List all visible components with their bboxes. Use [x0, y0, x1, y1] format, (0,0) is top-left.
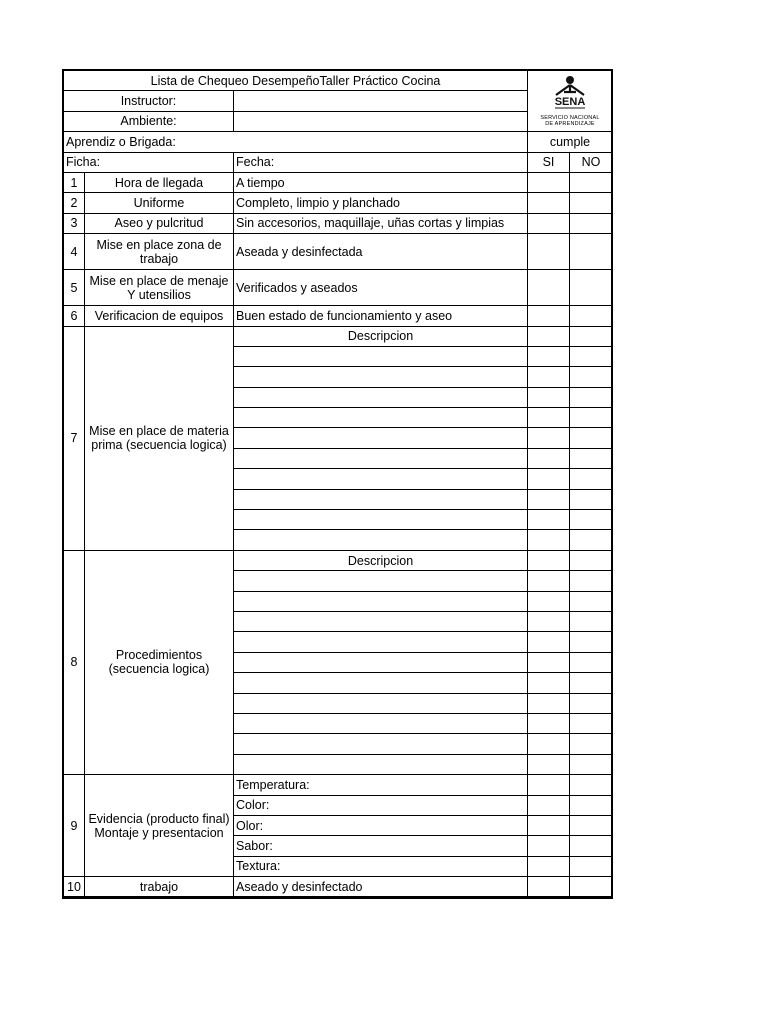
- si-checkbox[interactable]: [528, 734, 570, 754]
- descripcion-line[interactable]: [234, 673, 528, 693]
- no-checkbox[interactable]: [570, 775, 613, 795]
- no-checkbox[interactable]: [570, 591, 613, 611]
- no-checkbox[interactable]: [570, 673, 613, 693]
- si-checkbox[interactable]: [528, 591, 570, 611]
- si-checkbox[interactable]: [528, 193, 570, 213]
- item-number: 6: [64, 306, 85, 326]
- item-label: trabajo: [85, 877, 234, 897]
- item-label: Hora de llegada: [85, 172, 234, 192]
- item-label-line: prima (secuencia logica): [91, 438, 227, 453]
- si-checkbox[interactable]: [528, 713, 570, 733]
- item-criterion: A tiempo: [234, 172, 528, 192]
- si-checkbox[interactable]: [528, 234, 570, 270]
- si-checkbox[interactable]: [528, 754, 570, 774]
- no-checkbox[interactable]: [570, 836, 613, 856]
- descripcion-line[interactable]: [234, 571, 528, 591]
- descripcion-line[interactable]: [234, 408, 528, 428]
- evidence-field: Olor:: [234, 815, 528, 835]
- descripcion-line[interactable]: [234, 632, 528, 652]
- si-checkbox[interactable]: [528, 652, 570, 672]
- si-checkbox[interactable]: [528, 571, 570, 591]
- descripcion-header: Descripcion: [234, 550, 528, 570]
- descripcion-line[interactable]: [234, 652, 528, 672]
- no-checkbox[interactable]: [570, 326, 613, 346]
- descripcion-line[interactable]: [234, 346, 528, 366]
- item-label: Aseo y pulcritud: [85, 213, 234, 233]
- si-header: SI: [528, 152, 570, 172]
- item-label: [85, 775, 234, 877]
- si-checkbox[interactable]: [528, 550, 570, 570]
- item-label-line: (secuencia logica): [108, 662, 210, 677]
- descripcion-line[interactable]: [234, 469, 528, 489]
- item-number: 5: [64, 270, 85, 306]
- evidence-field: Sabor:: [234, 836, 528, 856]
- item-number: 3: [64, 213, 85, 233]
- si-checkbox[interactable]: [528, 306, 570, 326]
- no-checkbox[interactable]: [570, 387, 613, 407]
- item-label-line: Procedimientos: [115, 648, 203, 663]
- item-number: 4: [64, 234, 85, 270]
- item-criterion: Sin accesorios, maquillaje, uñas cortas y limpias: [234, 213, 528, 233]
- si-checkbox[interactable]: [528, 428, 570, 448]
- no-checkbox[interactable]: [570, 815, 613, 835]
- item-label-line: Mise en place zona de: [96, 237, 222, 252]
- ambiente-field[interactable]: [234, 111, 528, 131]
- item-number: 1: [64, 172, 85, 192]
- no-checkbox[interactable]: [570, 877, 613, 897]
- item-label: [85, 326, 234, 550]
- aprendiz-label: Aprendiz o Brigada:: [64, 132, 528, 152]
- no-header: NO: [570, 152, 613, 172]
- si-checkbox[interactable]: [528, 775, 570, 795]
- descripcion-line[interactable]: [234, 448, 528, 468]
- si-checkbox[interactable]: [528, 270, 570, 306]
- si-checkbox[interactable]: [528, 815, 570, 835]
- no-checkbox[interactable]: [570, 469, 613, 489]
- item-label-line: trabajo: [139, 251, 179, 266]
- item-label-line: Mise en place de menaje: [89, 273, 229, 288]
- no-checkbox[interactable]: [570, 713, 613, 733]
- item-criterion: Buen estado de funcionamiento y aseo: [234, 306, 528, 326]
- no-checkbox[interactable]: [570, 346, 613, 366]
- no-checkbox[interactable]: [570, 193, 613, 213]
- evidence-field: Color:: [234, 795, 528, 815]
- si-checkbox[interactable]: [528, 877, 570, 897]
- item-label: [85, 234, 234, 270]
- sena-logo-icon: [546, 75, 594, 115]
- si-checkbox[interactable]: [528, 795, 570, 815]
- no-checkbox[interactable]: [570, 489, 613, 509]
- item-number: 7: [64, 326, 85, 550]
- si-checkbox[interactable]: [528, 611, 570, 631]
- no-checkbox[interactable]: [570, 234, 613, 270]
- si-checkbox[interactable]: [528, 213, 570, 233]
- no-checkbox[interactable]: [570, 367, 613, 387]
- descripcion-line[interactable]: [234, 591, 528, 611]
- no-checkbox[interactable]: [570, 213, 613, 233]
- si-checkbox[interactable]: [528, 856, 570, 876]
- ficha-label: Ficha:: [64, 152, 234, 172]
- si-checkbox[interactable]: [528, 632, 570, 652]
- si-checkbox[interactable]: [528, 387, 570, 407]
- logo-wordmark: SENA: [554, 96, 586, 109]
- no-checkbox[interactable]: [570, 448, 613, 468]
- si-checkbox[interactable]: [528, 172, 570, 192]
- fecha-label: Fecha:: [234, 152, 528, 172]
- item-number: 9: [64, 775, 85, 877]
- si-checkbox[interactable]: [528, 836, 570, 856]
- evidence-field: Temperatura:: [234, 775, 528, 795]
- no-checkbox[interactable]: [570, 306, 613, 326]
- si-checkbox[interactable]: [528, 367, 570, 387]
- instructor-label: Instructor:: [64, 91, 234, 111]
- item-label-line: Evidencia (producto final): [88, 811, 230, 826]
- evidence-field: Textura:: [234, 856, 528, 876]
- no-checkbox[interactable]: [570, 734, 613, 754]
- si-checkbox[interactable]: [528, 693, 570, 713]
- si-checkbox[interactable]: [528, 346, 570, 366]
- no-checkbox[interactable]: [570, 632, 613, 652]
- item-criterion: Verificados y aseados: [234, 270, 528, 306]
- no-checkbox[interactable]: [570, 428, 613, 448]
- item-number: 8: [64, 550, 85, 774]
- item-criterion: Aseado y desinfectado: [234, 877, 528, 897]
- item-label: Verificacion de equipos: [85, 306, 234, 326]
- descripcion-line[interactable]: [234, 754, 528, 774]
- no-checkbox[interactable]: [570, 652, 613, 672]
- no-checkbox[interactable]: [570, 795, 613, 815]
- si-checkbox[interactable]: [528, 326, 570, 346]
- descripcion-line[interactable]: [234, 734, 528, 754]
- item-number: 10: [64, 877, 85, 897]
- no-checkbox[interactable]: [570, 693, 613, 713]
- si-checkbox[interactable]: [528, 469, 570, 489]
- si-checkbox[interactable]: [528, 530, 570, 550]
- no-checkbox[interactable]: [570, 611, 613, 631]
- descripcion-line[interactable]: [234, 489, 528, 509]
- descripcion-header: Descripcion: [234, 326, 528, 346]
- no-checkbox[interactable]: [570, 408, 613, 428]
- no-checkbox[interactable]: [570, 856, 613, 876]
- no-checkbox[interactable]: [570, 754, 613, 774]
- si-checkbox[interactable]: [528, 673, 570, 693]
- descripcion-line[interactable]: [234, 428, 528, 448]
- si-checkbox[interactable]: [528, 510, 570, 530]
- item-label: [85, 550, 234, 774]
- no-checkbox[interactable]: [570, 172, 613, 192]
- item-label-line: Y utensilios: [127, 287, 191, 302]
- descripcion-line[interactable]: [234, 530, 528, 550]
- logo-subtitle-1: SERVICIO NACIONAL: [540, 115, 600, 122]
- no-checkbox[interactable]: [570, 530, 613, 550]
- descripcion-line[interactable]: [234, 611, 528, 631]
- item-label: Uniforme: [85, 193, 234, 213]
- no-checkbox[interactable]: [570, 510, 613, 530]
- no-checkbox[interactable]: [570, 550, 613, 570]
- item-label: [85, 270, 234, 306]
- descripcion-line[interactable]: [234, 693, 528, 713]
- instructor-field[interactable]: [234, 91, 528, 111]
- sena-logo: [528, 71, 613, 132]
- descripcion-line[interactable]: [234, 367, 528, 387]
- si-checkbox[interactable]: [528, 489, 570, 509]
- si-checkbox[interactable]: [528, 408, 570, 428]
- sheet-title: Lista de Chequeo DesempeñoTaller Práctico Cocina: [64, 71, 528, 91]
- ambiente-label: Ambiente:: [64, 111, 234, 131]
- item-criterion: Completo, limpio y planchado: [234, 193, 528, 213]
- item-label-line: Montaje y presentacion: [94, 825, 224, 840]
- item-label-line: Mise en place de materia: [89, 424, 229, 439]
- item-number: 2: [64, 193, 85, 213]
- descripcion-line[interactable]: [234, 387, 528, 407]
- descripcion-line[interactable]: [234, 510, 528, 530]
- no-checkbox[interactable]: [570, 571, 613, 591]
- si-checkbox[interactable]: [528, 448, 570, 468]
- no-checkbox[interactable]: [570, 270, 613, 306]
- cumple-label: cumple: [528, 132, 613, 152]
- logo-subtitle-2: DE APRENDIZAJE: [545, 121, 595, 128]
- checklist-table: [63, 70, 613, 897]
- descripcion-line[interactable]: [234, 713, 528, 733]
- item-criterion: Aseada y desinfectada: [234, 234, 528, 270]
